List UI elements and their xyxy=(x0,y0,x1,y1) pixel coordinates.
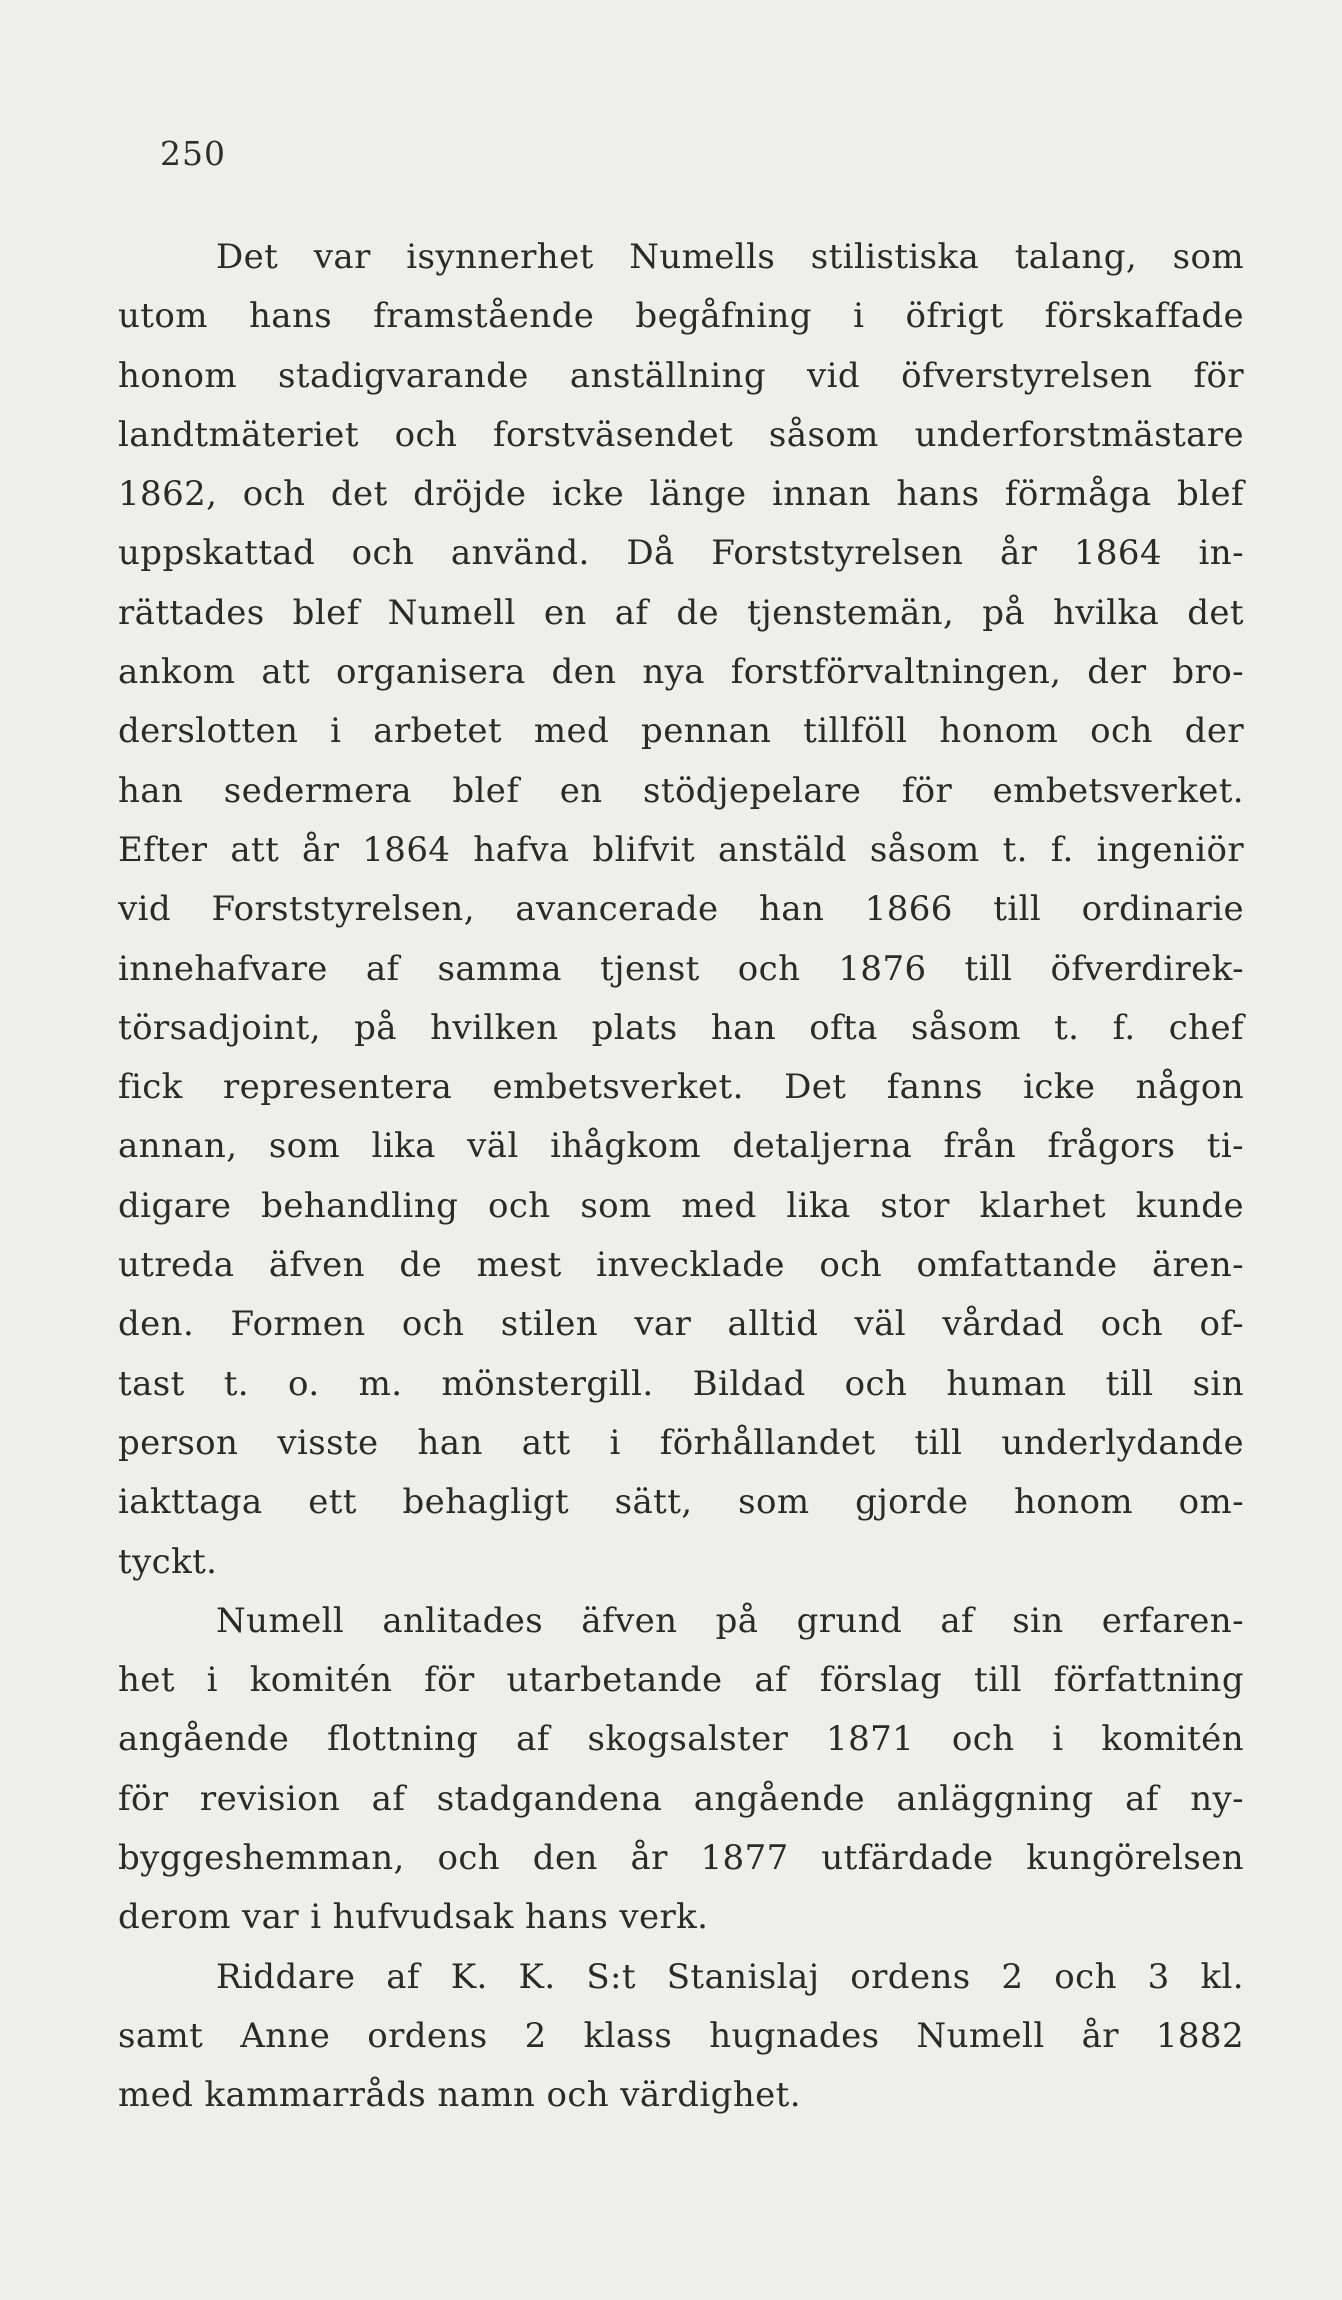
text-line: innehafvare af samma tjenst och 1876 till öfverdirek- xyxy=(118,948,1244,989)
text-line: Riddare af K. K. S:t Stanislaj ordens 2 och 3 kl. xyxy=(216,1956,1244,1997)
text-line: fick representera embetsverket. Det fanns icke någon xyxy=(118,1067,1244,1108)
text-line: med kammarråds namn och värdighet. xyxy=(118,2075,801,2116)
text-line: landtmäteriet och forstväsendet såsom underforstmästare xyxy=(118,414,1244,455)
text-line: annan, som lika väl ihågkom detaljerna från frågors ti- xyxy=(118,1126,1244,1167)
text-line: het i komitén för utarbetande af förslag till författning xyxy=(118,1660,1244,1701)
text-line: byggeshemman, och den år 1877 utfärdade kungörelsen xyxy=(118,1838,1244,1879)
body-text xyxy=(118,228,1244,2126)
text-line: törsadjoint, på hvilken plats han ofta såsom t. f. chef xyxy=(118,1007,1244,1048)
text-line: Numell anlitades äfven på grund af sin erfaren- xyxy=(216,1600,1244,1641)
text-line: utom hans framstående begåfning i öfrigt förskaffade xyxy=(118,296,1244,337)
text-line: 1862, och det dröjde icke länge innan hans förmåga blef xyxy=(118,474,1244,515)
text-line: derom var i hufvudsak hans verk. xyxy=(118,1897,709,1938)
text-line: han sedermera blef en stödjepelare för embetsverket. xyxy=(118,770,1244,811)
text-line: samt Anne ordens 2 klass hugnades Numell år 1882 xyxy=(118,2015,1244,2056)
text-line: rättades blef Numell en af de tjenstemän, på hvilka det xyxy=(118,592,1244,633)
text-line: digare behandling och som med lika stor klarhet kunde xyxy=(118,1185,1244,1226)
text-line: tast t. o. m. mönstergill. Bildad och human till sin xyxy=(118,1363,1244,1404)
text-line: tyckt. xyxy=(118,1541,218,1582)
text-line: person visste han att i förhållandet till underlydande xyxy=(118,1422,1244,1463)
text-line: vid Forststyrelsen, avancerade han 1866 till ordinarie xyxy=(118,889,1244,930)
text-line: derslotten i arbetet med pennan tillföll honom och der xyxy=(118,711,1244,752)
text-line: ankom att organisera den nya forstförvaltningen, der bro- xyxy=(118,652,1244,693)
text-line: Det var isynnerhet Numells stilistiska talang, som xyxy=(216,237,1244,277)
text-line: den. Formen och stilen var alltid väl vårdad och of- xyxy=(118,1304,1244,1345)
text-line: utreda äfven de mest invecklade och omfattande ären- xyxy=(118,1245,1244,1286)
text-line: Efter att år 1864 hafva blifvit anstäld såsom t. f. ingeniör xyxy=(118,829,1244,870)
text-line: för revision af stadgandena angående anläggning af ny- xyxy=(118,1778,1244,1819)
text-line: uppskattad och använd. Då Forststyrelsen år 1864 in- xyxy=(118,533,1244,574)
text-line: honom stadigvarande anställning vid öfverstyrelsen för xyxy=(118,355,1244,396)
page-number: 250 xyxy=(160,134,226,173)
text-line: angående flottning af skogsalster 1871 och i komitén xyxy=(118,1719,1244,1760)
text-line: iakttaga ett behagligt sätt, som gjorde honom om- xyxy=(118,1482,1244,1523)
